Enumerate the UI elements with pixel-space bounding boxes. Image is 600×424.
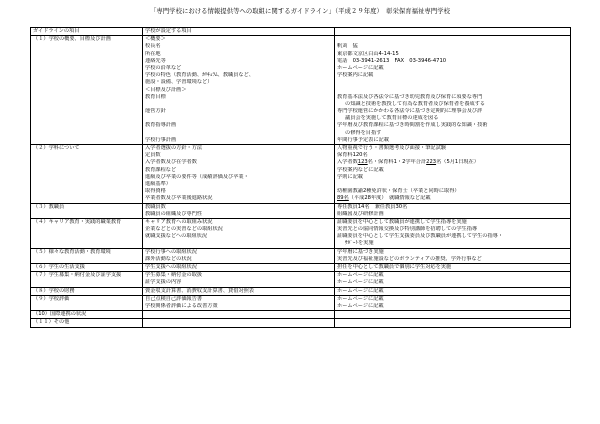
detail-line: 専門学校運営にかかわる各法令に基づき定期的に理事会及び評: [337, 108, 483, 115]
item-line: 運営方針: [145, 108, 166, 115]
detail-line: [337, 36, 568, 43]
section-name: （１１）その他: [31, 319, 143, 327]
detail-line: 専任教員14名 兼任教員30名: [337, 203, 408, 210]
item-line: 学生募集・納付金の取扱: [145, 272, 203, 279]
item-line: 資金収支計算書、消費収支計算書、貸借対照表: [145, 287, 254, 294]
school-items-cell: [143, 218, 335, 248]
details-cell: [335, 248, 571, 263]
detail-line: 議員会を実施して教育目標の達成を図る: [345, 115, 439, 122]
item-line: 定員数: [145, 152, 161, 159]
detail-line: [337, 311, 568, 318]
item-line: 連絡先等: [145, 57, 166, 64]
details-cell: [335, 295, 571, 310]
section-row: [31, 287, 571, 295]
detail-line: [337, 319, 568, 326]
detail-line: 人物重視で行う・書類選考及び面接・筆記試験: [337, 145, 446, 152]
detail-line: 学校案内などに記載: [337, 166, 384, 173]
detail-line: の知識と技術を教授して有為な教育者及び保育者を養成する: [345, 100, 486, 107]
section-name: （10）国際連携の状況: [31, 311, 143, 319]
item-line: 校長名: [145, 43, 161, 50]
school-items-cell: [143, 295, 335, 310]
section-name: （５）様々な教育活動・教育環境: [31, 248, 143, 263]
details-cell: [335, 311, 571, 319]
details-cell: [335, 272, 571, 287]
item-line: 就職支援などへの取組状況: [145, 233, 208, 240]
section-row: [31, 36, 571, 145]
item-line: 学校の沿革など: [145, 64, 182, 71]
item-line: [145, 130, 332, 137]
detail-line: 89名（平成28年度） 就職情報など記載: [337, 195, 431, 202]
item-line: 進級及び卒業の要件等（成績評価及び卒業・: [145, 173, 249, 180]
header-row: [31, 28, 571, 36]
item-line: ＜概要＞: [145, 36, 166, 43]
detail-line: 入学者数123名・保育科1・2学年合計223名（5月1日現在）: [337, 159, 479, 166]
details-cell: [335, 203, 571, 218]
section-name: （８）学校の財務: [31, 287, 143, 295]
school-items-cell: [143, 248, 335, 263]
school-items-cell: [143, 287, 335, 295]
document-title: 「専門学校における情報提供等への取組に関するガイドライン」（平成２９年度） 彰栄保育福祉専門学校: [150, 7, 450, 15]
detail-line: 年間行事予定表に記載: [337, 136, 389, 143]
detail-line: の修得を目指す: [345, 129, 382, 136]
section-row: [31, 272, 571, 287]
school-items-cell: [143, 272, 335, 287]
school-items-cell: [143, 203, 335, 218]
detail-line: 帆苅 猛: [337, 43, 358, 50]
item-line: 学生支援への取組状況: [145, 264, 197, 271]
detail-line: 証職委員を中心として教職員が連携して学生指導を実施: [337, 218, 467, 225]
detail-line: 教育基本法及び各法令に基づき幼児教育及び保育に須要な専門: [337, 93, 483, 100]
item-line: 所在地: [145, 50, 161, 57]
school-items-cell: [143, 145, 335, 204]
detail-line: 東京都文京区白山4-14-15: [337, 50, 399, 57]
item-line: 取得資格: [145, 188, 166, 195]
section-name: （１）学校の概要、目標及び計画: [31, 36, 143, 145]
section-row: [31, 218, 571, 248]
section-row: [31, 311, 571, 319]
item-line: 課外活動などの状況: [145, 255, 192, 262]
item-line: 教育課程など: [145, 166, 177, 173]
detail-line: 実習先との協同情報交換及び特別講師を招聘しての学生指導: [337, 226, 478, 233]
detail-line: [337, 79, 568, 86]
item-line: [145, 115, 332, 122]
section-row: [31, 248, 571, 263]
item-line: 証学支援の内容: [145, 279, 182, 286]
item-line: 学校関係者評価による改善方策: [145, 302, 218, 309]
detail-line: 電話 03-3941-2613 FAX 03-3946-4710: [337, 57, 447, 64]
item-line: 学校行事への取組状況: [145, 248, 197, 255]
detail-line: 担任を中心として教職員で個別に学生対応を実施: [337, 264, 452, 271]
section-name: （６）学生の生活支援: [31, 264, 143, 272]
detail-line: ホームページに記載: [337, 279, 384, 286]
item-line: [145, 311, 332, 318]
detail-line: [337, 87, 568, 94]
detail-line: 組織図及び研修計画: [337, 210, 384, 217]
school-items-cell: [143, 319, 335, 327]
item-line: 卒業者数及び卒業後進路状況: [145, 195, 213, 202]
item-line: キャリア教育への取組み状況: [145, 218, 213, 225]
details-cell: [335, 287, 571, 295]
school-items-cell: [143, 36, 335, 145]
detail-line: ホームページに記載: [337, 287, 384, 294]
section-row: [31, 319, 571, 327]
school-items-cell: [143, 264, 335, 272]
item-line: 教育指導計画: [145, 122, 177, 129]
detail-line: 学校案内に記載: [337, 72, 374, 79]
detail-line: 学年暦に基づき実施: [337, 248, 384, 255]
item-line: 進級基準）: [145, 180, 171, 187]
section-row: [31, 295, 571, 310]
item-line: 入学者数及び在学者数: [145, 159, 197, 166]
item-line: 企業などとの実習などの取組状況: [145, 226, 223, 233]
section-row: [31, 145, 571, 204]
header-col-details: [335, 28, 571, 36]
details-cell: [335, 145, 571, 204]
guideline-table: [30, 27, 571, 328]
section-name: （９）学校評価: [31, 295, 143, 310]
section-name: （２）学科について: [31, 145, 143, 204]
section-name: （３）教職員: [31, 203, 143, 218]
section-name: （７）学生募集・納付金及び証学支援: [31, 272, 143, 287]
item-line: [145, 101, 332, 108]
details-cell: [335, 218, 571, 248]
item-line: 学校行事計画: [145, 136, 177, 143]
school-items-cell: [143, 311, 335, 319]
item-line: 学校の特色（教育活動、ｶﾘｷｭﾗﾑ、教職員など、: [145, 72, 254, 79]
detail-line: ｻﾎﾟｰﾄを実施: [345, 240, 374, 247]
detail-line: ホームページに記載: [337, 64, 384, 71]
header-col-guideline: ガイドラインの項目: [31, 28, 143, 36]
detail-line: 証職委員を中心として学生支援委員及び教職員が連携して学生の指導・: [337, 233, 504, 240]
item-line: 教職員数: [145, 203, 166, 210]
detail-line: ホームページに記載: [337, 295, 384, 302]
item-line: 施設・設備、学習環境など）: [145, 79, 213, 86]
details-cell: [335, 36, 571, 145]
detail-line: 学年暦及び教育課程に基づき時間割を作成し実践的な知識・技術: [337, 122, 488, 129]
detail-line: 幼稚園教諭2種免許状・保育士（卒業と同時に取得）: [337, 188, 460, 195]
detail-line: 学則に記載: [337, 173, 363, 180]
section-name: （４）キャリア教育・実践的職業教育: [31, 218, 143, 248]
section-row: [31, 264, 571, 272]
item-line: [145, 319, 332, 326]
item-line: 教職員の組織及び専門性: [145, 210, 203, 217]
item-line: 入学者選抜の方針・方法: [145, 145, 203, 152]
item-line: 自己点検自己評価報告書: [145, 295, 203, 302]
details-cell: [335, 264, 571, 272]
section-row: [31, 203, 571, 218]
detail-line: ホームページに記載: [337, 272, 384, 279]
item-line: 教育目標: [145, 93, 166, 100]
item-line: ＜目標及び計画＞: [145, 86, 187, 93]
detail-line: 保育科120名: [337, 152, 368, 159]
detail-line: 実習先及び福祉施設などのボランティアの推奨、学外行事など: [337, 255, 482, 262]
detail-line: ホームページに記載: [337, 302, 384, 309]
detail-line: [337, 181, 568, 188]
details-cell: [335, 319, 571, 327]
header-col-school-items: 学校が設定する項目: [143, 28, 335, 36]
